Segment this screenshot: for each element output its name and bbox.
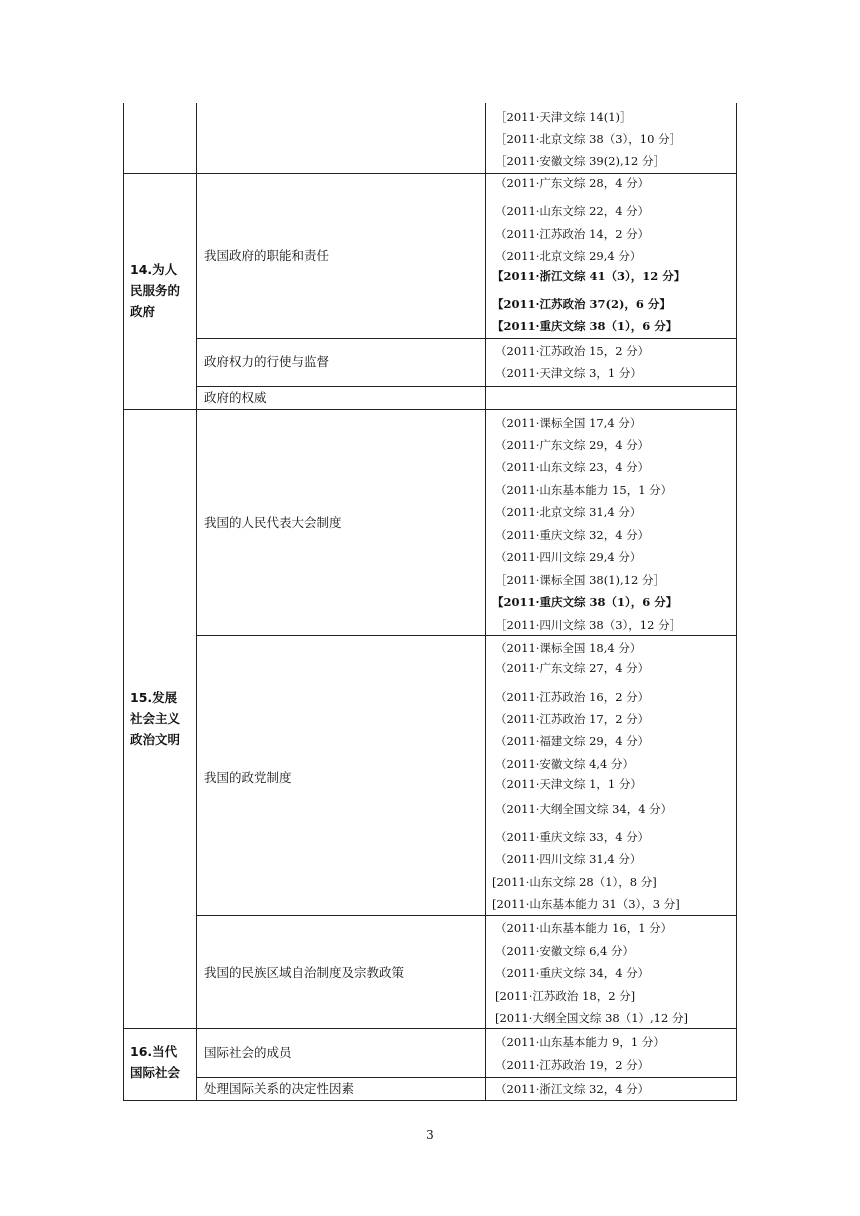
page-number: 3: [426, 1128, 434, 1142]
citation: （2011·重庆文综 32，4 分）: [495, 528, 650, 542]
citation: （2011·浙江文综 32，4 分）: [495, 1082, 650, 1096]
citation: 【2011·浙江文综 41（3），12 分】: [492, 269, 686, 283]
citation: [2011·山东文综 28（1），8 分]: [492, 875, 657, 889]
citation: （2011·四川文综 29,4 分）: [495, 550, 642, 564]
citation: ［2011·北京文综 38（3），10 分］: [495, 132, 682, 146]
table-border-right: [736, 103, 737, 1101]
topic-15-title: 15.发展 社会主义 政治文明: [130, 690, 181, 747]
citation: ［2011·安徽文综 39(2),12 分］: [495, 154, 665, 168]
subtopic-label: 我国的民族区域自治制度及宗教政策: [204, 965, 405, 980]
citation: （2011·福建文综 29，4 分）: [495, 734, 650, 748]
citation: 【2011·重庆文综 38（1），6 分】: [492, 595, 678, 609]
citation: （2011·广东文综 28，4 分）: [495, 176, 650, 190]
citation: [2011·山东基本能力 31（3），3 分]: [492, 897, 680, 911]
citation: （2011·重庆文综 34，4 分）: [495, 966, 650, 980]
subtopic-label: 政府的权威: [204, 390, 267, 405]
table-border-bottom: [123, 1100, 737, 1101]
citation: 【2011·江苏政治 37(2)，6 分】: [492, 297, 671, 311]
citation: [2011·大纲全国文综 38（1）,12 分]: [495, 1011, 688, 1025]
citation: （2011·天津文综 1，1 分）: [495, 777, 642, 791]
citation: （2011·安徽文综 6,4 分）: [495, 944, 635, 958]
subtopic-label: 我国的政党制度: [204, 770, 292, 785]
citation: [2011·江苏政治 18，2 分]: [495, 989, 636, 1003]
citation: （2011·广东文综 27，4 分）: [495, 661, 650, 675]
citation: （2011·江苏政治 14，2 分）: [495, 227, 650, 241]
table-divider: [123, 173, 737, 174]
subtopic-label: 我国的人民代表大会制度: [204, 515, 342, 530]
subtopic-label: 我国政府的职能和责任: [204, 248, 330, 263]
citation: 【2011·重庆文综 38（1），6 分】: [492, 319, 678, 333]
citation: （2011·大纲全国文综 34，4 分）: [495, 802, 673, 816]
row-divider: [196, 1077, 737, 1078]
row-divider: [196, 338, 737, 339]
citation: ［2011·课标全国 38(1),12 分］: [495, 573, 665, 587]
citation: （2011·安徽文综 4,4 分）: [495, 757, 635, 771]
citation: （2011·山东文综 22，4 分）: [495, 204, 650, 218]
row-divider: [196, 635, 737, 636]
citation: （2011·山东基本能力 9，1 分）: [495, 1035, 665, 1049]
column-divider-subtopic: [485, 103, 486, 1101]
citation: （2011·重庆文综 33，4 分）: [495, 830, 650, 844]
subtopic-label: 政府权力的行使与监督: [204, 354, 330, 369]
citation: （2011·江苏政治 17，2 分）: [495, 712, 650, 726]
topic-14-title: 14.为人 民服务的 政府: [130, 262, 181, 319]
citation: （2011·课标全国 18,4 分）: [495, 641, 642, 655]
table-divider: [123, 1028, 737, 1029]
citation: （2011·北京文综 29,4 分）: [495, 249, 642, 263]
citation: （2011·江苏政治 19，2 分）: [495, 1058, 650, 1072]
citation: （2011·山东基本能力 16，1 分）: [495, 921, 673, 935]
subtopic-label: 处理国际关系的决定性因素: [204, 1081, 355, 1096]
topic-16-title: 16.当代 国际社会: [130, 1044, 181, 1080]
citation: （2011·江苏政治 15，2 分）: [495, 344, 650, 358]
row-divider: [196, 915, 737, 916]
citation: ［2011·四川文综 38（3），12 分］: [495, 618, 682, 632]
citation: （2011·课标全国 17,4 分）: [495, 416, 642, 430]
citation: （2011·北京文综 31,4 分）: [495, 505, 642, 519]
subtopic-label: 国际社会的成员: [204, 1045, 292, 1060]
citation: （2011·山东文综 23，4 分）: [495, 460, 650, 474]
exam-topic-table: [123, 103, 737, 1101]
citation: ［2011·天津文综 14(1)］: [495, 110, 632, 124]
table-divider: [123, 409, 737, 410]
column-divider-topic: [196, 103, 197, 1101]
citation: （2011·广东文综 29，4 分）: [495, 438, 650, 452]
citation: （2011·山东基本能力 15，1 分）: [495, 483, 673, 497]
row-divider: [196, 386, 737, 387]
table-border-left: [123, 103, 124, 1101]
citation: （2011·天津文综 3，1 分）: [495, 366, 642, 380]
citation: （2011·江苏政治 16，2 分）: [495, 690, 650, 704]
citation: （2011·四川文综 31,4 分）: [495, 852, 642, 866]
